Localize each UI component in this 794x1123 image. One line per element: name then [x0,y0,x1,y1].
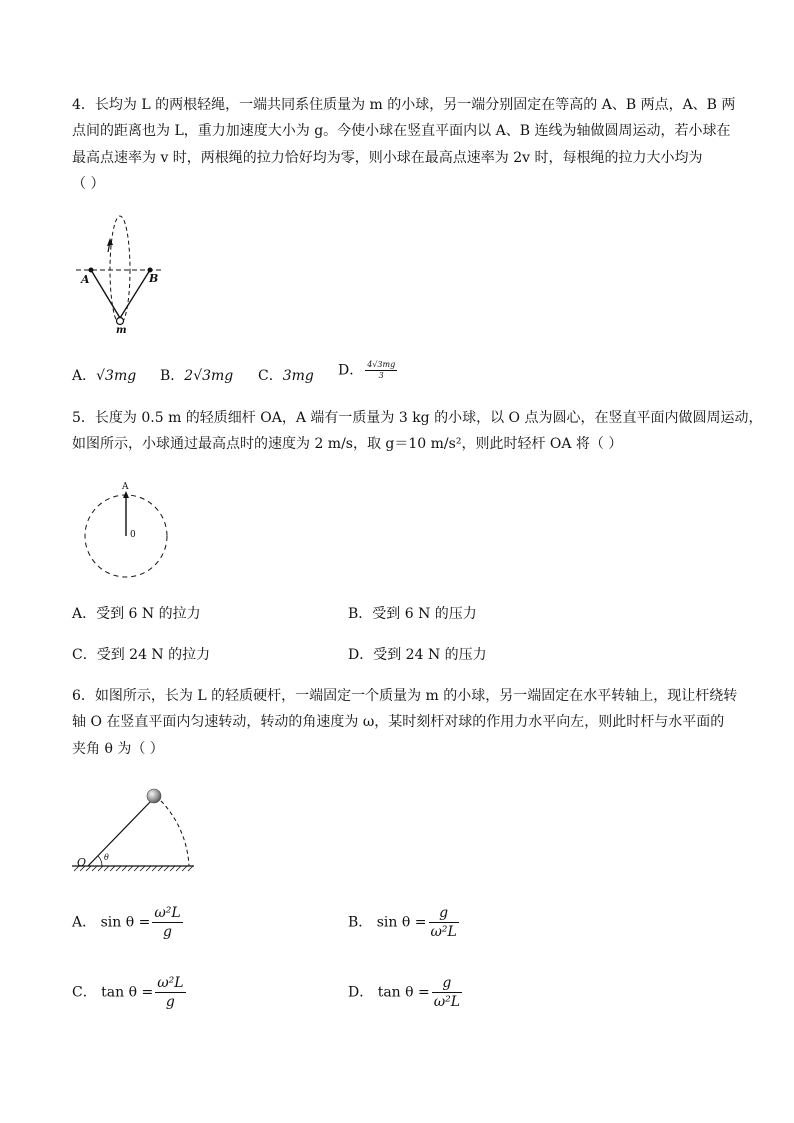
q6-option-c-fraction [155,974,185,1011]
q4-rope-b [120,270,150,318]
q4-point-a [89,268,94,273]
q6-text-line-2: 轴 O 在竖直平面内匀速转动，转动的角速度为 ω，某时刻杆对球的作用力水平向左，则此时杆与水平面的 [72,714,725,730]
q4-text-line-2: 点间的距离也为 L，重力加速度大小为 g。今使小球在竖直平面内以 A、B 连线为轴做圆周运动，若小球在 [72,123,731,139]
q6-option-a-label: A． [72,914,97,931]
q5-option-b[interactable]: B．受到 6 N 的压力 [348,606,477,622]
q4-option-d-fraction [365,360,397,381]
q6-angle-arc [98,856,102,866]
q6-option-d-label: D． [348,984,374,1001]
q4-option-d[interactable] [338,360,397,381]
q6-ball [147,789,161,803]
q4-label-b: B [149,272,159,285]
q4-option-b-value: 2√3mg [184,368,234,384]
q6-option-c-denominator: g [165,994,175,1010]
q6-option-a-function: sin θ = [100,914,151,931]
q5-text-line-2: 如图所示，小球通过最高点时的速度为 2 m/s，取 g＝10 m/s²，则此时轻杆 OA 将（ ） [72,436,623,452]
q4-option-a-label: A． [72,368,97,384]
q5-label-o: 0 [130,530,136,540]
q4-option-b-label: B． [160,368,185,384]
q5-label-a: A [122,482,129,492]
q6-option-d-function: tan θ = [377,984,430,1001]
q5-option-d[interactable]: D．受到 24 N 的压力 [348,647,487,663]
q5-option-c[interactable]: C．受到 24 N 的拉力 [72,647,211,663]
q6-circular-path [156,796,189,866]
q6-option-b-numerator: g [429,904,459,923]
q6-option-d-numerator: g [432,974,462,993]
q5-text-line-1: 5．长度为 0.5 m 的轻质细杆 OA，A 端有一质量为 3 kg 的小球，以 O 点为圆心，在竖直平面内做圆周运动， [72,410,763,426]
q6-option-a-fraction [152,904,182,941]
q4-option-c[interactable] [258,366,314,386]
q4-text-line-1: 4．长均为 L 的两根轻绳，一端共同系住质量为 m 的小球，另一端分别固定在等高的 A、B 两点，A、B 两 [72,97,736,113]
q6-label-o: O [77,856,87,869]
q6-option-b-fraction [429,904,459,941]
q5-arrow-icon [123,491,129,498]
q4-option-a-value: √3mg [96,368,137,384]
q6-option-c[interactable] [72,974,186,1011]
q6-option-c-label: C． [72,984,97,1001]
q4-text-line-3: 最高点速率为 v 时，两根绳的拉力恰好均为零，则小球在最高点速率为 2v 时，每根绳的拉力大小均为 [72,150,703,166]
q6-text-line-3: 夹角 θ 为（ ） [72,741,164,757]
q4-label-m: m [116,325,127,336]
q4-option-a[interactable] [72,366,136,386]
q6-option-d-denominator: ω²L [433,994,461,1010]
q4-rope-a [91,270,120,318]
q6-option-b-function: sin θ = [376,914,427,931]
q4-option-d-label: D． [338,362,364,379]
q6-option-a[interactable] [72,904,183,941]
q4-option-c-value: 3mg [282,368,314,384]
q5-option-a[interactable]: A．受到 6 N 的拉力 [72,606,201,622]
q6-ground-hatching [74,866,193,871]
q6-option-d[interactable] [348,974,462,1011]
q5-figure [80,482,172,582]
q4-ball [117,318,124,325]
q4-option-d-denominator: 3 [378,371,384,380]
q6-option-a-denominator: g [163,924,172,940]
q6-option-c-function: tan θ = [101,984,154,1001]
q4-option-d-numerator: 4√3mg [367,360,396,369]
q6-figure [72,782,198,874]
q6-option-c-numerator: ω²L [157,975,184,991]
q6-text-line-1: 6．如图所示，长为 L 的轻质硬杆，一端固定一个质量为 m 的小球，另一端固定在水平转轴上，现让杆绕转 [72,688,738,704]
q6-option-d-fraction [432,974,462,1011]
q6-option-a-numerator: ω²L [154,905,181,921]
q4-option-b[interactable] [160,366,233,386]
q4-answer-bracket: （ ） [72,176,105,192]
q6-option-b-denominator: ω²L [430,924,457,940]
q6-label-theta: θ [104,853,109,862]
q6-option-b[interactable] [348,904,459,941]
q4-label-a: A [81,273,90,286]
q6-rod [88,800,152,866]
q4-option-c-label: C． [258,368,283,384]
q6-option-b-label: B． [348,914,373,931]
